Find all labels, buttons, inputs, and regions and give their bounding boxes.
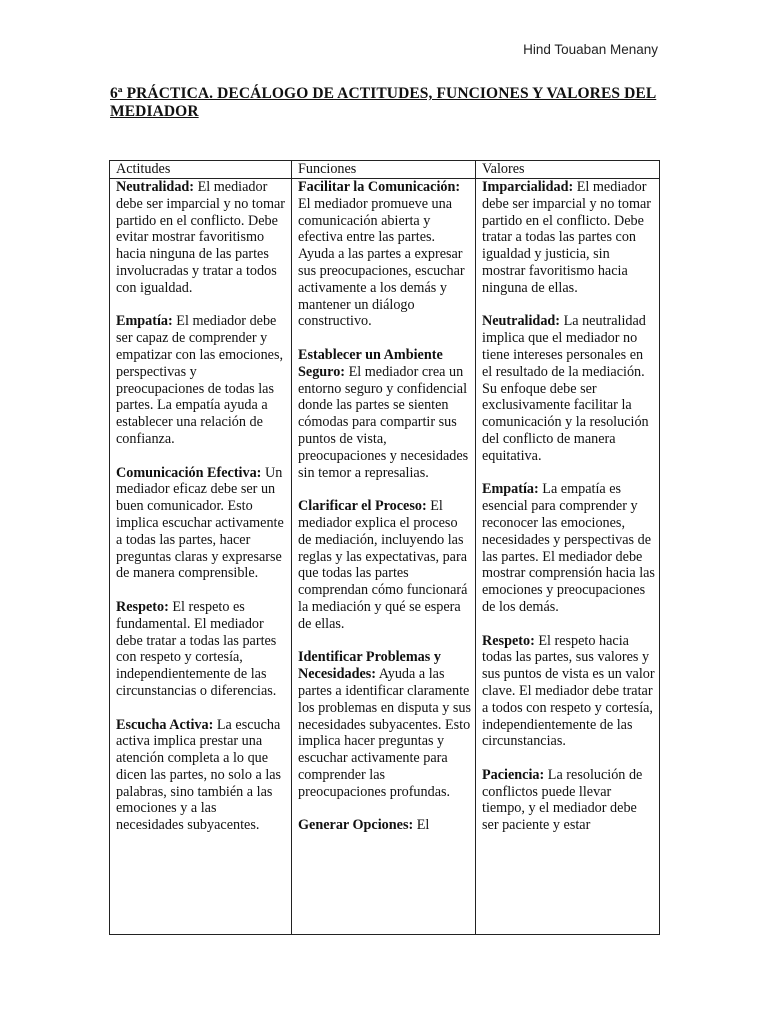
list-item xyxy=(482,481,655,615)
entry-text: El mediador explica el proceso de mediación, incluyendo las reglas y las expectativas, para que todas las partes comprendan cómo funcionará la mediación y qué se espera de ellas. xyxy=(298,498,468,632)
table-header-row xyxy=(110,161,660,179)
entry-text: Ayuda a las partes a identificar claramente los problemas en disputa y sus necesidades subyacentes. Esto implica hacer preguntas y escuchar activamente para comprender las preocupaciones profundas. xyxy=(298,666,471,800)
entry-term: Imparcialidad: xyxy=(482,179,574,195)
entry-term: Empatía: xyxy=(482,481,539,498)
entry-term: Respeto: xyxy=(482,632,535,649)
list-item xyxy=(116,599,287,700)
header-author: Hind Touaban Menany xyxy=(523,42,658,57)
list-item xyxy=(482,179,655,297)
column-actitudes xyxy=(110,179,292,935)
column-header-actitudes: Actitudes xyxy=(110,161,292,179)
entry-term: Escucha Activa: xyxy=(116,716,214,733)
entry-term: Respeto: xyxy=(116,598,169,615)
list-item xyxy=(298,347,471,481)
entry-text: La neutralidad implica que el mediador no tiene intereses personales en el resultado de la mediación. Su enfoque debe ser exclusivamente facilitar la comunicación y la resolución del conflicto de manera equitativa. xyxy=(482,313,649,464)
entry-term: Identificar Problemas y Necesidades: xyxy=(298,649,441,683)
entry-text: El mediador debe ser imparcial y no tomar partido en el conflicto. Debe evitar mostrar favoritismo hacia ninguna de las partes involucradas y tratar a todos con igualdad. xyxy=(116,179,286,296)
entry-text: El mediador debe ser imparcial y no tomar partido en el conflicto. Debe tratar a todas las partes con igualdad y justicia, sin mostrar favoritismo hacia ninguna de ellas. xyxy=(482,179,652,296)
entry-term: Empatía: xyxy=(116,313,173,330)
column-valores xyxy=(476,179,660,935)
list-item xyxy=(116,717,287,835)
list-item xyxy=(298,817,471,834)
entry-term: Paciencia: xyxy=(482,766,545,783)
list-item xyxy=(482,633,655,751)
list-item xyxy=(116,465,287,583)
entry-term: Establecer un Ambiente Seguro: xyxy=(298,346,443,380)
entry-text: El xyxy=(413,817,430,834)
list-item xyxy=(116,313,287,447)
entry-text: Un mediador eficaz debe ser un buen comunicador. Esto implica escuchar activamente a todas las partes, hacer preguntas claras y expresarse de manera comprensible. xyxy=(116,464,284,582)
entry-text: La resolución de conflictos puede llevar tiempo, y el mediador debe ser paciente y estar xyxy=(482,766,643,834)
list-item xyxy=(298,649,471,800)
entry-text: El respeto hacia todas las partes, sus valores y sus puntos de vista es un valor clave. El mediador debe tratar a todos con respeto y cortesía, independientemente de las circunstancias. xyxy=(482,632,655,750)
entry-text: El mediador crea un entorno seguro y confidencial donde las partes se sienten cómodas para compartir sus puntos de vista, preocupaciones y necesidades sin temor a represalias. xyxy=(298,363,469,481)
entry-term: Neutralidad: xyxy=(116,179,195,195)
document-title: 6ª PRÁCTICA. DECÁLOGO DE ACTITUDES, FUNCIONES Y VALORES DEL MEDIADOR xyxy=(110,85,657,120)
entry-term: Neutralidad: xyxy=(482,313,561,330)
entry-text: El respeto es fundamental. El mediador debe tratar a todas las partes con respeto y cortesía, independientemente de las circunstancias o diferencias. xyxy=(116,598,277,699)
entry-term: Facilitar la Comunicación: xyxy=(298,179,461,195)
entry-text: El mediador promueve una comunicación abierta y efectiva entre las partes. Ayuda a las partes a expresar sus preocupaciones, escuchar activamente a los demás y mantener un diálogo constructivo. xyxy=(298,195,465,330)
list-item xyxy=(298,179,471,330)
list-item xyxy=(482,313,655,464)
column-header-valores: Valores xyxy=(476,161,660,179)
entry-text: El mediador debe ser capaz de comprender y empatizar con las emociones, perspectivas y preocupaciones de todas las partes. La empatía ayuda a establecer una relación de confianza. xyxy=(116,313,284,447)
entry-term: Generar Opciones: xyxy=(298,817,414,834)
decalogue-table xyxy=(109,160,660,935)
entry-term: Comunicación Efectiva: xyxy=(116,464,262,481)
entry-term: Clarificar el Proceso: xyxy=(298,498,427,515)
table-body-row xyxy=(110,179,660,935)
column-funciones xyxy=(292,179,476,935)
list-item xyxy=(298,498,471,632)
column-header-funciones: Funciones xyxy=(292,161,476,179)
entry-text: La empatía es esencial para comprender y reconocer las emociones, necesidades y perspectivas de las partes. El mediador debe mostrar comprensión hacia las emociones y preocupaciones de los demás. xyxy=(482,481,655,615)
entry-text: La escucha activa implica prestar una atención completa a lo que dicen las partes, no solo a las palabras, sino también a las emociones y a las necesidades subyacentes. xyxy=(116,716,282,834)
list-item xyxy=(116,179,287,297)
list-item xyxy=(482,767,655,834)
